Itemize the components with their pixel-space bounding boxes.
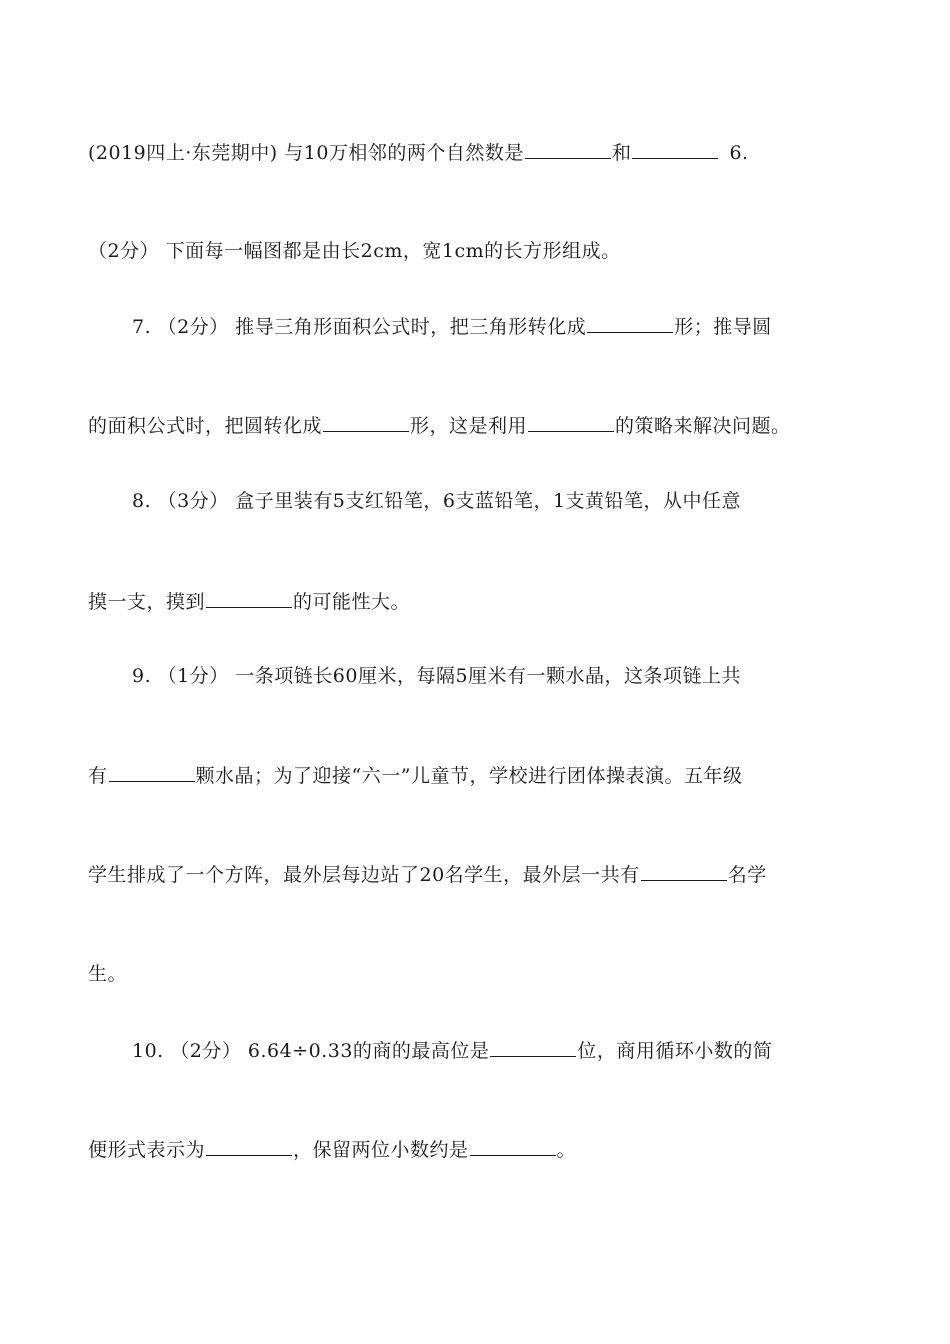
q7-text: 7. （2分） 推导三角形面积公式时，把三角形转化成 [132,316,587,338]
q9-text-4: 学生排成了一个方阵，最外层每边站了20名学生，最外层一共有 [88,864,640,886]
q6-text: （2分） 下面每一幅图都是由长2cm，宽1cm的长方形组成。 [88,240,621,262]
answer-blank[interactable] [323,413,409,432]
q7-text-3: 形，这是利用 [410,415,528,437]
q10-line-2 [88,1137,576,1162]
q9-line-3 [88,862,767,887]
answer-blank[interactable] [587,314,673,333]
answer-blank[interactable] [206,1137,292,1156]
q8-text-3: 的可能性大。 [293,591,411,613]
answer-blank[interactable] [490,1038,576,1057]
answer-blank[interactable] [632,140,718,159]
answer-blank[interactable] [470,1137,556,1156]
q9-line-2 [88,763,742,788]
q10-text-3: 便形式表示为 [88,1139,206,1161]
q10-line-1 [132,1038,772,1063]
q10-text-5: 。 [556,1139,577,1161]
q6-number: 6. [729,142,749,164]
answer-blank[interactable] [641,862,727,881]
answer-blank[interactable] [528,413,614,432]
q7-line-1 [132,314,772,339]
answer-blank[interactable] [109,763,195,782]
q8-line-2 [88,589,410,614]
q9-line-1 [132,664,741,688]
answer-blank[interactable] [525,140,611,159]
q10-text: 10. （2分） 6.64÷0.33的商的最高位是 [132,1040,490,1062]
q5-text: (2019四上·东莞期中) 与10万相邻的两个自然数是 [88,142,524,164]
q7-text-2: 的面积公式时，把圆转化成 [88,415,323,437]
q7-text-4: 的策略来解决问题。 [615,415,791,437]
q8-line-1 [132,489,741,513]
q8-text: 8. （3分） 盒子里装有5支红铅笔，6支蓝铅笔，1支黄铅笔，从中任意 [132,490,742,512]
q5-text-and: 和 [611,142,632,164]
answer-blank[interactable] [206,589,292,608]
q5-line [88,140,749,165]
q7-line-2 [88,413,791,438]
q9-line-4 [88,962,127,986]
q9-text: 9. （1分） 一条项链长60厘米，每隔5厘米有一颗水晶，这条项链上共 [132,665,742,687]
q6-line [88,239,621,263]
q8-text-2: 摸一支，摸到 [88,591,206,613]
q9-text-6: 生。 [88,963,128,985]
q9-text-5: 名学 [727,864,767,886]
q9-text-3: 颗水晶；为了迎接“六一”儿童节，学校进行团体操表演。五年级 [195,765,743,787]
q7-text-cont: 形；推导圆 [674,316,772,338]
q10-text-2: 位，商用循环小数的简 [577,1040,773,1062]
q9-text-2: 有 [88,765,108,787]
q10-text-4: ，保留两位小数约是 [293,1139,469,1161]
